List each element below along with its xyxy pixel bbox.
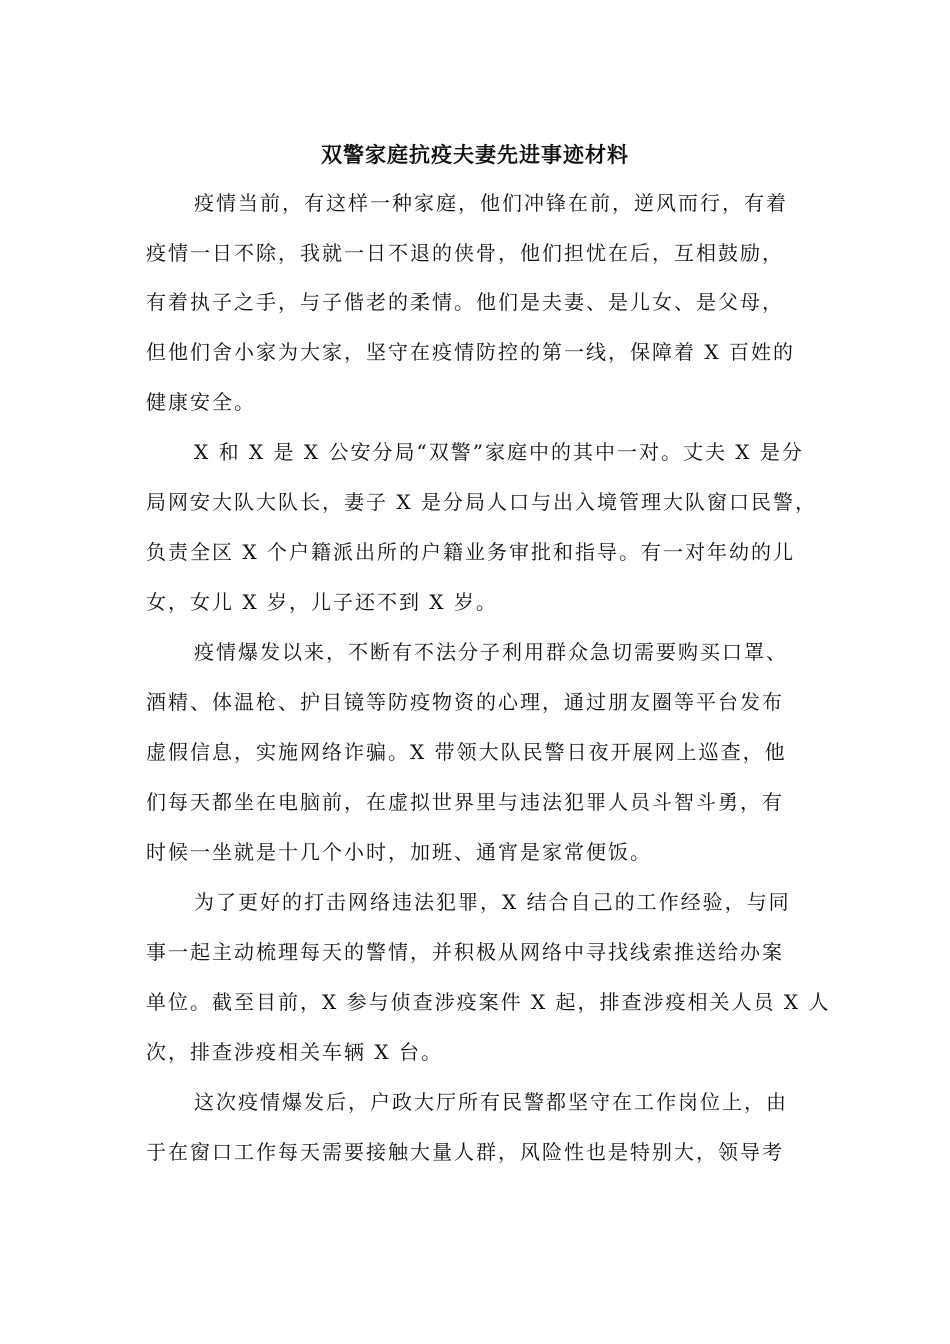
- paragraph-1-line-2: 疫情一日不除，我就一日不退的侠骨，他们担忧在后，互相鼓励，: [146, 241, 784, 265]
- paragraph-5-line-2: 于在窗口工作每天需要接触大量人群，风险性也是特别大，领导考: [146, 1140, 784, 1164]
- paragraph-4-line-2: 事一起主动梳理每天的警情，并积极从网络中寻找线索推送给办案: [146, 940, 784, 964]
- paragraph-1-line-5: 健康安全。: [146, 390, 256, 414]
- paragraph-3-line-3: 虚假信息，实施网络诈骗。X 带领大队民警日夜开展网上巡查，他: [146, 740, 787, 764]
- paragraph-2-line-3: 负责全区 X 个户籍派出所的户籍业务审批和指导。有一对年幼的儿: [146, 540, 795, 564]
- paragraph-1-line-4: 但他们舍小家为大家，坚守在疫情防控的第一线，保障着 X 百姓的: [146, 340, 795, 364]
- paragraph-1-line-3: 有着执子之手，与子偕老的柔情。他们是夫妻、是儿女、是父母，: [146, 290, 784, 314]
- paragraph-3-line-1: 疫情爆发以来，不断有不法分子利用群众急切需要购买口罩、: [194, 640, 788, 664]
- paragraph-2-line-2: 局网安大队大队长，妻子 X 是分局人口与出入境管理大队窗口民警，: [146, 490, 817, 514]
- paragraph-3-line-5: 时候一坐就是十几个小时，加班、通宵是家常便饭。: [146, 840, 652, 864]
- paragraph-4-line-4: 次，排查涉疫相关车辆 X 台。: [146, 1040, 443, 1064]
- paragraph-4-line-1: 为了更好的打击网络违法犯罪，X 结合自己的工作经验，与同: [194, 890, 791, 914]
- paragraph-4-line-3: 单位。截至目前，X 参与侦查涉疫案件 X 起，排查涉疫相关人员 X 人: [146, 990, 831, 1014]
- paragraph-3-line-2: 酒精、体温枪、护目镜等防疫物资的心理，通过朋友圈等平台发布: [146, 690, 784, 714]
- document-title: 双警家庭抗疫夫妻先进事迹材料: [321, 142, 629, 167]
- paragraph-3-line-4: 们每天都坐在电脑前，在虚拟世界里与违法犯罪人员斗智斗勇，有: [146, 790, 784, 814]
- paragraph-1-line-1: 疫情当前，有这样一种家庭，他们冲锋在前，逆风而行，有着: [194, 191, 788, 215]
- paragraph-2-line-1: X 和 X 是 X 公安分局“双警”家庭中的其中一对。丈夫 X 是分: [194, 440, 804, 464]
- paragraph-2-line-4: 女，女儿 X 岁，儿子还不到 X 岁。: [146, 590, 498, 614]
- paragraph-5-line-1: 这次疫情爆发后，户政大厅所有民警都坚守在工作岗位上，由: [194, 1090, 788, 1114]
